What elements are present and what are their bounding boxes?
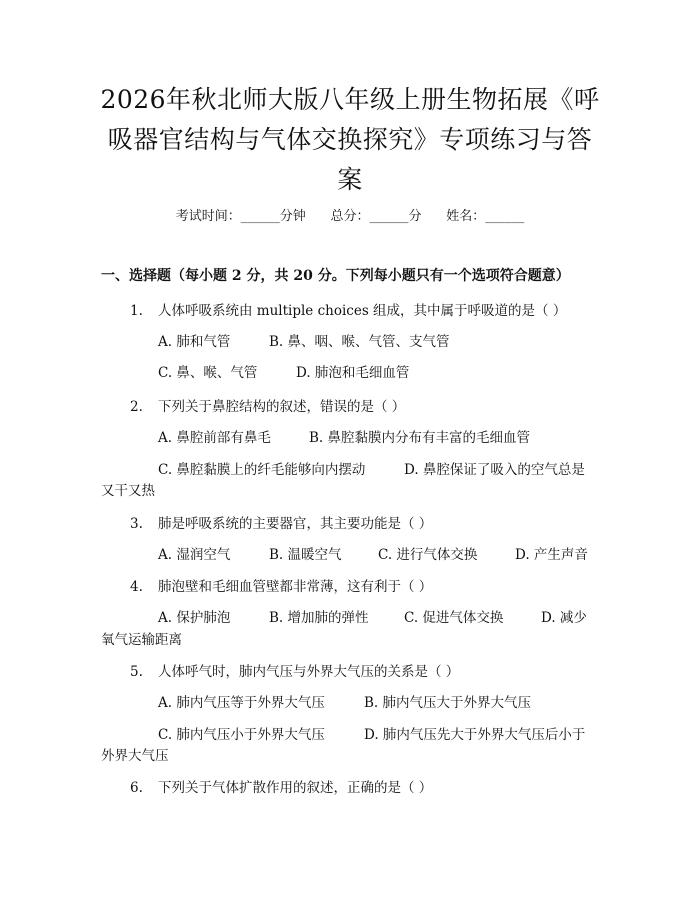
question-4 (130, 575, 432, 595)
option-c: C. 进行气体交换 (378, 547, 478, 563)
question-number: 2. (130, 399, 143, 415)
question-stem: 人体呼气时，肺内气压与外界大气压的关系是（ ） (158, 664, 460, 680)
option-b: B. 肺内气压大于外界大气压 (364, 695, 532, 711)
document-title (92, 80, 608, 200)
question-3 (130, 512, 432, 532)
option-d-continued: 外界大气压 (101, 748, 169, 764)
option-c: C. 促进气体交换 (404, 610, 504, 626)
question-number: 4. (130, 579, 143, 595)
option-b: B. 温暖空气 (269, 547, 342, 563)
question-1 (130, 299, 566, 319)
question-stem: 肺是呼吸系统的主要器官，其主要功能是（ ） (158, 516, 433, 532)
question-stem: 下列关于鼻腔结构的叙述，错误的是（ ） (158, 399, 406, 415)
option-d: D. 肺内气压先大于外界大气压后小于 (364, 727, 586, 743)
exam-info: 考试时间：______分钟 总分：______分 姓名：______ (175, 209, 525, 224)
option-d: D. 肺泡和毛细血管 (296, 365, 410, 381)
option-a: A. 保护肺泡 (158, 610, 231, 626)
question-2 (130, 395, 405, 415)
question-6 (130, 776, 432, 796)
option-d-continued: 氧气运输距离 (101, 632, 182, 648)
question-stem: 人体呼吸系统由 multiple choices 组成，其中属于呼吸道的是（ ） (158, 303, 567, 319)
option-c: C. 肺内气压小于外界大气压 (158, 727, 325, 743)
question-stem: 下列关于气体扩散作用的叙述，正确的是（ ） (158, 780, 433, 796)
section-heading: 一、选择题（每小题 2 分，共 20 分。下列每小题只有一个选项符合题意） (101, 268, 570, 284)
option-d: D. 减少 (541, 610, 587, 626)
title-line: 吸器官结构与气体交换探究》专项练习与答 (107, 125, 593, 154)
option-b: B. 鼻、咽、喉、气管、支气管 (269, 334, 450, 350)
question-number: 3. (130, 516, 143, 532)
option-a: A. 肺和气管 (158, 334, 231, 350)
question-number: 1. (130, 303, 143, 319)
option-d: D. 产生声音 (515, 547, 588, 563)
option-b: B. 增加肺的弹性 (269, 610, 369, 626)
question-number: 6. (130, 780, 143, 796)
title-line: 案 (337, 165, 363, 194)
option-a: A. 鼻腔前部有鼻毛 (158, 430, 271, 446)
option-a: A. 湿润空气 (158, 547, 231, 563)
option-b: B. 鼻腔黏膜内分布有丰富的毛细血管 (309, 430, 531, 446)
question-5 (130, 660, 459, 680)
option-d-continued: 又干又热 (101, 483, 155, 499)
title-line: 2026年秋北师大版八年级上册生物拓展《呼 (100, 85, 600, 114)
question-stem: 肺泡壁和毛细血管壁都非常薄，这有利于（ ） (158, 579, 433, 595)
option-c: C. 鼻腔黏膜上的纤毛能够向内摆动 (158, 462, 366, 478)
option-a: A. 肺内气压等于外界大气压 (158, 695, 325, 711)
option-d: D. 鼻腔保证了吸入的空气总是 (404, 462, 585, 478)
option-c: C. 鼻、喉、气管 (158, 365, 258, 381)
question-number: 5. (130, 664, 143, 680)
